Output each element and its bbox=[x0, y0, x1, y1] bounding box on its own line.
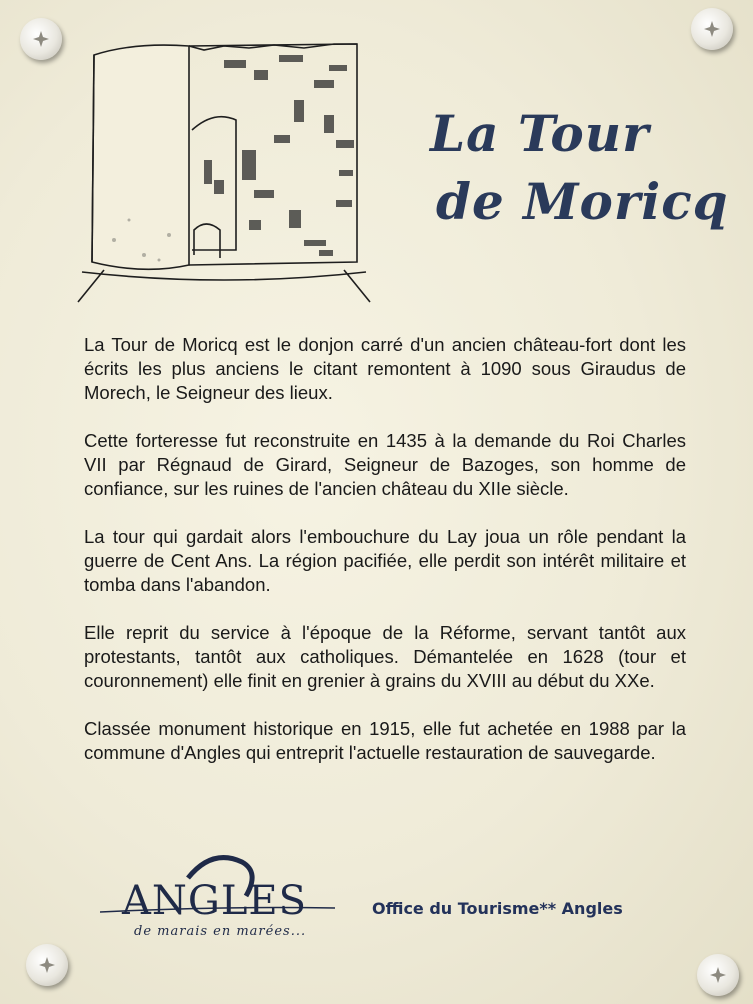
title-line-1: La Tour bbox=[430, 104, 650, 163]
screw-icon bbox=[26, 944, 68, 986]
paragraph: Elle reprit du service à l'époque de la Réforme, servant tantôt aux protestants, tantôt aux catholiques. Démantelée en 1628 (tour et couronnement) elle finit en grenier à grains du XVIII au début du XXe. bbox=[84, 622, 686, 691]
paragraph: Cette forteresse fut reconstruite en 1435 à la demande du Roi Charles VII par Régnaud de Girard, Seigneur de Bazoges, son homme de confiance, sur les ruines de l'ancien château du XIIe siècle. bbox=[84, 430, 686, 499]
screw-icon bbox=[697, 954, 739, 996]
logo-wordmark: ANGLES bbox=[122, 878, 308, 924]
paragraph: La tour qui gardait alors l'embouchure du Lay joua un rôle pendant la guerre de Cent Ans. La région pacifiée, elle perdit son intérêt militaire et tomba dans l'abandon. bbox=[84, 526, 686, 595]
tower-illustration bbox=[74, 40, 374, 310]
screw-icon bbox=[20, 18, 62, 60]
angles-logo bbox=[100, 848, 340, 948]
plaque-body-text bbox=[84, 333, 686, 789]
plaque-title bbox=[430, 100, 730, 236]
logo-tagline: de marais en marées... bbox=[134, 924, 307, 939]
screw-icon bbox=[691, 8, 733, 50]
tourism-office-label: Office du Tourisme** Angles bbox=[372, 899, 623, 918]
title-line-2: de Moricq bbox=[436, 172, 729, 231]
paragraph: La Tour de Moricq est le donjon carré d'un ancien château-fort dont les écrits les plus anciens le citant remontent à 1090 sous Giraudus de Morech, le Seigneur des lieux. bbox=[84, 334, 686, 403]
paragraph: Classée monument historique en 1915, elle fut achetée en 1988 par la commune d'Angles qui entreprit l'actuelle restauration de sauvegarde. bbox=[84, 718, 686, 763]
